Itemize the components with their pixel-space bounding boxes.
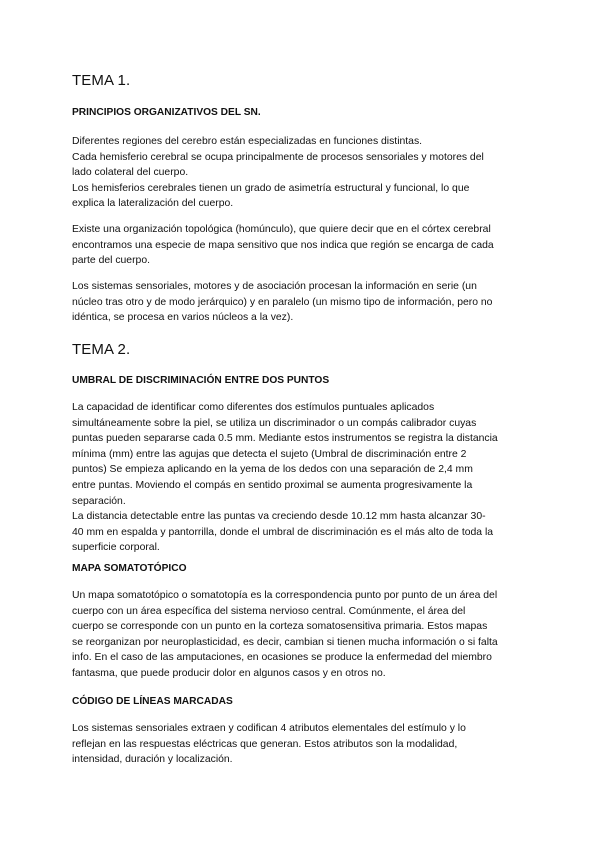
text-line: idéntica, se procesa en varios núcleos a la vez). <box>72 312 294 324</box>
mapa-somatotopico-heading: MAPA SOMATOTÓPICO <box>72 563 187 574</box>
text-line: simultáneamente sobre la piel, se utiliza un discriminador o un compás calibrador cuyas <box>72 417 477 429</box>
tema-2-title: TEMA 2. <box>72 341 131 358</box>
text-line: intensidad, duración y localización. <box>72 754 233 766</box>
text-line: info. En el caso de las amputaciones, en ocasiones se produce la enfermedad del miembro <box>72 652 492 664</box>
text-line: Cada hemisferio cerebral se ocupa principalmente de procesos sensoriales y motores del <box>72 151 484 163</box>
tema-1-title: TEMA 1. <box>72 72 131 89</box>
codigo-lineas-heading: CÓDIGO DE LÍNEAS MARCADAS <box>72 696 233 707</box>
text-line: explica la lateralización del cuerpo. <box>72 198 234 210</box>
text-line: entre puntas. Moviendo el compás en sentido proximal se aumenta progresivamente la <box>72 479 473 491</box>
text-line: encontramos una especie de mapa sensitivo que nos indica que región se encarga de cada <box>72 239 494 251</box>
text-line: Los sistemas sensoriales extraen y codifican 4 atributos elementales del estímulo y lo <box>72 723 466 734</box>
principios-heading: PRINCIPIOS ORGANIZATIVOS DEL SN. <box>72 107 261 118</box>
text-line: parte del cuerpo. <box>72 255 150 267</box>
text-line: mínima (mm) entre las agujas que detecta el sujeto (Umbral de discriminación entre 2 <box>72 448 467 460</box>
text-line: Diferentes regiones del cerebro están especializadas en funciones distintas. <box>72 136 423 147</box>
text-line: cuerpo con un área específica del sistema nervioso central. Comúnmente, el área del <box>72 605 466 617</box>
text-line: Los sistemas sensoriales, motores y de asociación procesan la información en serie (un <box>72 281 477 292</box>
tema2-paragraph-2 <box>72 588 542 682</box>
tema1-paragraph-3 <box>72 279 542 326</box>
text-line: fantasma, que puede producir dolor en algunos casos y en otros no. <box>72 667 386 679</box>
text-line: reflejan en las respuestas eléctricas que generan. Estos atributos son la modalidad, <box>72 738 458 750</box>
text-line: puntos) Se empieza aplicando en la yema de los dedos con una separación de 2,4 mm <box>72 464 473 476</box>
text-line: núcleo tras otro y de modo jerárquico) y en paralelo (un mismo tipo de información, pero no <box>72 296 493 308</box>
tema1-paragraph-2 <box>72 222 542 269</box>
text-line: La distancia detectable entre las puntas va creciendo desde 10.12 mm hasta alcanzar 30- <box>72 511 486 523</box>
text-line: Los hemisferios cerebrales tienen un grado de asimetría estructural y funcional, lo que <box>72 182 470 194</box>
text-line: La capacidad de identificar como diferentes dos estímulos puntuales aplicados <box>72 402 435 413</box>
text-line: separación. <box>72 495 126 507</box>
text-line: cuerpo se corresponde con un punto en la corteza somatosensitiva primaria. Estos mapas <box>72 621 488 633</box>
tema2-paragraph-1 <box>72 400 542 556</box>
text-line: Un mapa somatotópico o somatotopía es la correspondencia punto por punto de un área del <box>72 590 498 601</box>
text-line: Existe una organización topológica (homúnculo), que quiere decir que en el córtex cerebral <box>72 224 491 235</box>
text-line: puntas pueden separarse cada 0.5 mm. Mediante estos instrumentos se registra la distancia <box>72 433 498 445</box>
text-line: 40 mm en espalda y pantorrilla, donde el umbral de discriminación es el más alto de toda la <box>72 526 494 538</box>
text-line: lado colateral del cuerpo. <box>72 167 189 179</box>
text-line: se reorganizan por neuroplasticidad, es decir, cambian si tienen mucha información o si falta <box>72 636 498 648</box>
tema1-paragraph-1 <box>72 134 542 212</box>
tema2-paragraph-3 <box>72 721 542 768</box>
text-line: superficie corporal. <box>72 542 160 554</box>
umbral-heading: UMBRAL DE DISCRIMINACIÓN ENTRE DOS PUNTOS <box>72 375 330 386</box>
